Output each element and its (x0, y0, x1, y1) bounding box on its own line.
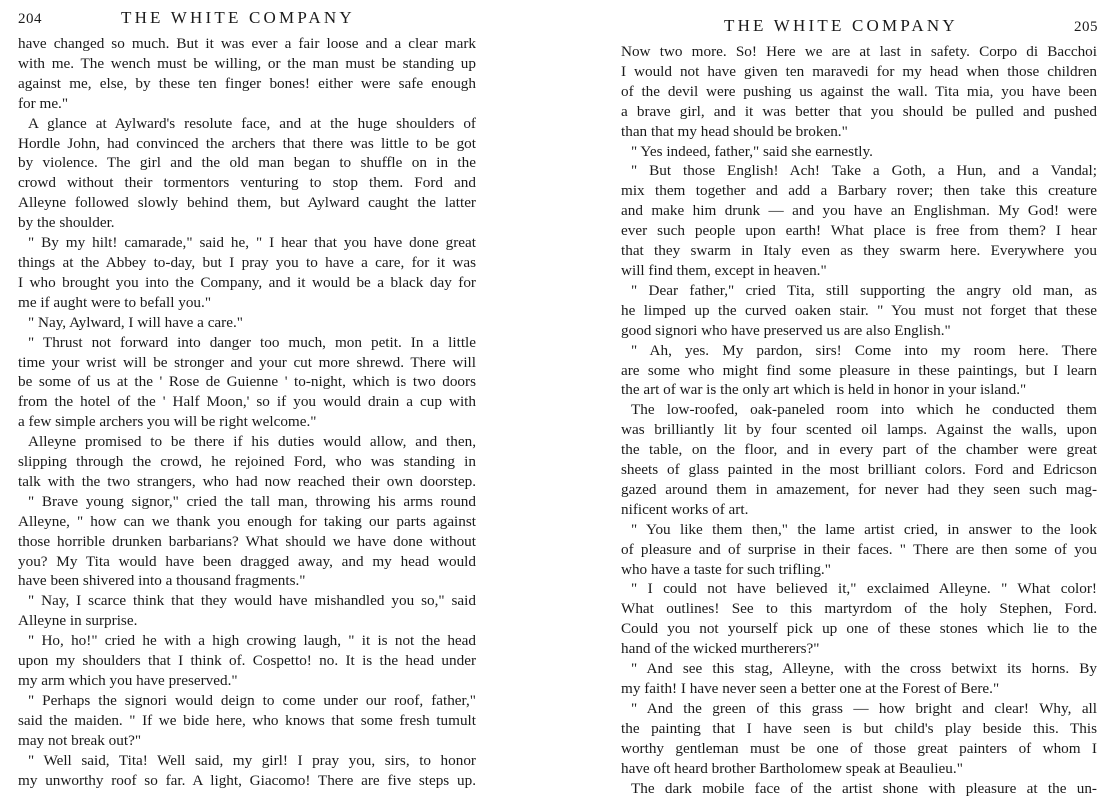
text-line: the painting that I have seen is but child's play beside this. This (621, 719, 1097, 737)
left-page-header (0, 0, 500, 32)
right-page (610, 0, 1108, 797)
text-line: Alleyne, " how can we thank you enough for taking our parts against (18, 512, 476, 530)
text-line: by the shoulder. (18, 214, 115, 232)
text-line: " Nay, Aylward, I will have a care." (28, 313, 243, 331)
text-line: you? My Tita would have been dragged away, and my head would (18, 552, 476, 570)
text-line: The dark mobile face of the artist shone with pleasure at the un- (631, 779, 1097, 797)
text-line: those horrible drunken barbarians? What should we have done without (18, 532, 476, 550)
text-line: " Ho, ho!" cried he with a high crowing laugh, " it is not the head (28, 632, 476, 650)
page-number: 204 (18, 11, 42, 27)
text-line: ever such people upon earth! What place is free from them? I hear (621, 222, 1097, 240)
text-line: against me, else, by these ten finger bones! either were safe enough (18, 74, 476, 92)
text-line: " I could not have believed it," exclaimed Alleyne. " What color! (631, 580, 1097, 598)
text-line: said the maiden. " If we bide here, who knows that some fresh tumult (18, 711, 476, 729)
text-line: the table, on the floor, and in every part of the chamber were great (621, 441, 1097, 459)
text-line: my arm which you have preserved." (18, 672, 238, 689)
text-line: Alleyne followed slowly behind them, but Aylward caught the latter (18, 194, 476, 212)
text-line: and make him drunk — and you have an Englishman. My God! were (621, 202, 1097, 220)
text-line: Hordle John, had convinced the archers that there was little to be got (18, 134, 476, 152)
text-line: worthy gentleman must be one of those great painters of whom I (621, 739, 1097, 757)
text-line: a brave girl, and it was better that you should be pulled and pushed (621, 102, 1097, 120)
text-line: I would not have given ten maravedi for my head when those children (621, 62, 1097, 80)
text-line: the art of war is the only art which is held in honor in your island." (621, 381, 1027, 399)
page-gutter (500, 0, 610, 720)
text-line: upon my shoulders that I think of. Cospetto! no. It is the head under (18, 652, 476, 670)
text-line: for me." (18, 94, 69, 112)
text-line: " Nay, I scarce think that they would have mishandled you so," said (28, 592, 476, 610)
text-line: hand of the wicked murtherers?" (621, 640, 820, 658)
text-line: of the devil were pushing us against the wall. Tita mia, you have been (621, 82, 1097, 100)
text-line: be some of us at the ' Rose de Guienne ' to-night, which is two doors (18, 373, 476, 391)
text-line: time your wrist will be stronger and your cut more shrewd. There will (18, 353, 476, 371)
page-number: 205 (1074, 19, 1098, 35)
text-line: A glance at Aylward's resolute face, and at the huge shoulders of (28, 114, 476, 132)
text-line: sheets of glass painted in the most brilliant colors. Ford and Edricson (621, 461, 1097, 479)
text-line: me if aught were to befall you." (18, 293, 212, 311)
text-line: Alleyne in surprise. (18, 612, 138, 630)
text-line: " But those English! Ach! Take a Goth, a Hun, and a Vandal; (631, 162, 1097, 180)
left-page-body (18, 34, 476, 790)
text-line: " And the green of this grass — how bright and clear! Why, all (631, 699, 1097, 717)
text-line: with me. The wench must be willing, or the man must be standing up (18, 54, 476, 72)
right-page-header (610, 0, 1108, 35)
text-line: things at the Abbey to-day, but I pray you to have a care, for it was (18, 253, 476, 271)
text-line: than that my head should be broken." (621, 122, 848, 140)
text-line: have been shivered into a thousand fragments." (18, 572, 306, 590)
text-line: I who brought you into the Company, and it would be a black day for (18, 273, 476, 291)
text-line: mix them together and add a Barbary rover; then take this creature (621, 182, 1097, 200)
left-page (0, 0, 500, 789)
text-line: slipping through the crowd, he rejoined Ford, who was standing in (18, 453, 476, 471)
text-line: Could you not yourself pick up one of these stones which lie to the (621, 620, 1097, 638)
text-line: " Ah, yes. My pardon, sirs! Come into my room here. There (631, 341, 1097, 359)
text-line: who have a taste for such trifling." (621, 560, 831, 578)
text-line: will find them, except in heaven." (621, 261, 827, 279)
text-line: that they swarm in Italy even as they swarm here. Everywhere you (621, 242, 1097, 260)
text-line: gazed around them in amazement, for never had they seen such mag- (621, 480, 1097, 498)
running-title: THE WHITE COMPANY (121, 8, 355, 27)
text-line: of pleasure and of surprise in their faces. " There are then some of you (621, 540, 1097, 558)
text-line: The low-roofed, oak-paneled room into which he conducted them (631, 401, 1097, 419)
text-line: talk with the two strangers, who had now reached their own doorstep. (18, 472, 476, 490)
text-line: good signori who have preserved us are also English." (621, 321, 951, 339)
text-line: " Dear father," cried Tita, still supporting the angry old man, as (631, 281, 1097, 299)
text-line: crowd without their tormentors venturing to stop them. Ford and (18, 174, 476, 192)
text-line: " Perhaps the signori would deign to come under our roof, father," (28, 691, 476, 709)
text-line: What outlines! See to this martyrdom of the holy Stephen, Ford. (621, 600, 1097, 618)
text-line: have changed so much. But it was ever a fair loose and a clear mark (18, 35, 476, 52)
text-line: " By my hilt! camarade," said he, " I hear that you have done great (28, 234, 476, 252)
text-line: from the hotel of the ' Half Moon,' so if you would drain a cup with (18, 393, 476, 411)
text-line: " Well said, Tita! Well said, my girl! I pray you, sirs, to honor (28, 751, 476, 769)
text-line: " You like them then," the lame artist cried, in answer to the look (631, 520, 1097, 538)
text-line: " And see this stag, Alleyne, with the cross betwixt its horns. By (631, 660, 1097, 678)
text-line: may not break out?" (18, 731, 142, 749)
text-line: are some who might find some pleasure in these paintings, but I learn (621, 361, 1097, 379)
text-line: my faith! I have never seen a better one at the Forest of Bere." (621, 680, 1000, 697)
text-line: have oft heard brother Bartholomew speak at Beaulieu." (621, 759, 963, 777)
text-line: Alleyne promised to be there if his duties would allow, and then, (28, 433, 476, 451)
text-line: he limped up the curved oaken stair. " You must not forget that these (621, 301, 1097, 319)
text-line: Now two more. So! Here we are at last in safety. Corpo di Bacchoi (621, 43, 1097, 60)
right-page-body (621, 42, 1097, 798)
text-line: a few simple archers you will be right welcome." (18, 413, 317, 431)
text-line: was brilliantly lit by four scented oil lamps. Against the walls, upon (621, 421, 1097, 439)
text-line: " Thrust not forward into danger too much, mon petit. In a little (28, 333, 476, 351)
text-line: " Brave young signor," cried the tall man, throwing his arms round (28, 492, 476, 510)
text-line: by violence. The girl and the old man began to shuffle on in the (18, 154, 476, 172)
text-line: " Yes indeed, father," said she earnestly. (631, 142, 873, 160)
text-line: nificent works of art. (621, 500, 749, 518)
text-line: my unworthy roof so far. A light, Giacomo! There are five steps up. (18, 771, 476, 789)
running-title: THE WHITE COMPANY (724, 16, 958, 35)
